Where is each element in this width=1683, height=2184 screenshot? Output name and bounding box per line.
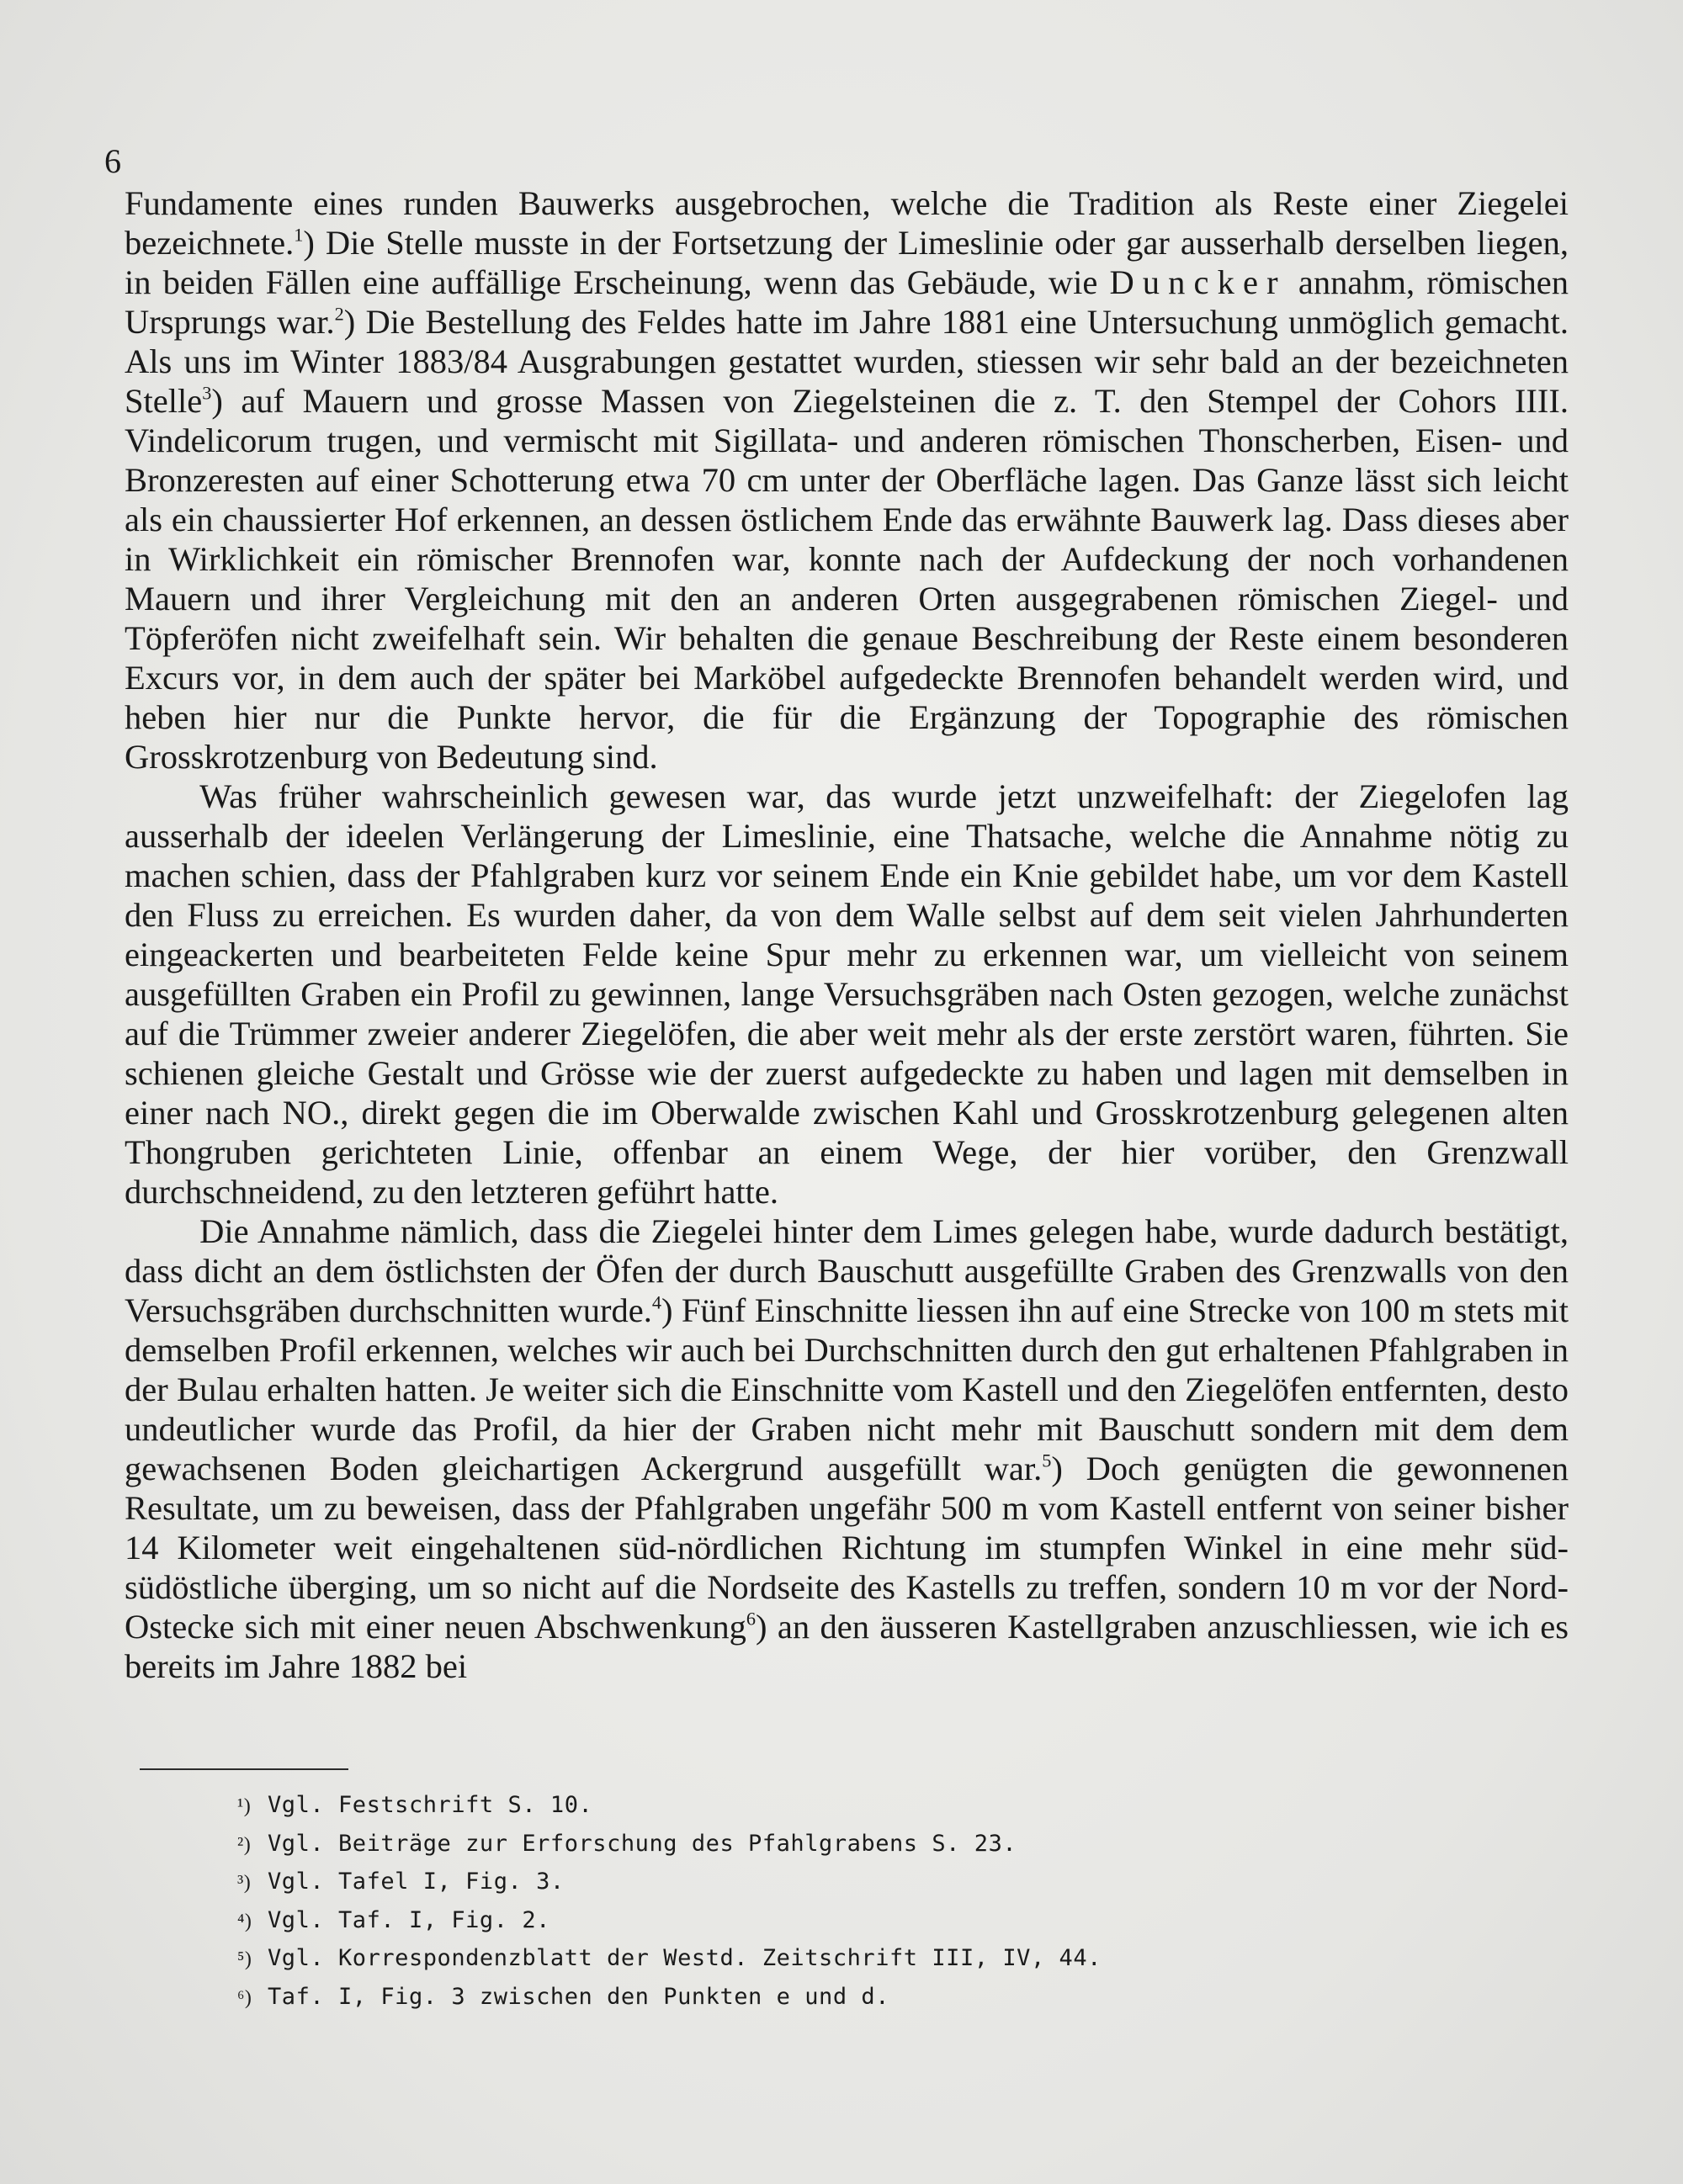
footnote-ref: 2 xyxy=(334,303,344,325)
spaced-name: Duncker xyxy=(1109,263,1287,301)
text-run: ) Die Bestellung des Feldes hatte im Jahre 1881 eine Untersuchung unmöglich gemacht. Als uns im Winter 1883/84 Ausgrabungen gestattet wurden, stiessen wir sehr bald an der bezeichneten Stelle xyxy=(125,303,1569,420)
footnote xyxy=(237,1940,1500,1979)
footnote xyxy=(237,1787,1500,1826)
footnote xyxy=(237,1979,1500,2017)
body-text xyxy=(125,183,1569,1686)
footnote-divider xyxy=(140,1768,348,1770)
paragraph xyxy=(125,1211,1569,1686)
text-run: ) an den äusseren Kastellgraben anzuschliessen, wie ich es bereits im Jahre 1882 bei xyxy=(125,1608,1569,1685)
text-run: Was früher wahrscheinlich gewesen war, das wurde jetzt unzweifelhaft: der Ziegelofen lag ausserhalb der ideelen Verlängerung der Limeslinie, eine Thatsache, welche die Annahme nötig zu machen schien, dass der Pfahlgraben kurz vor seinem Ende ein Knie gebildet habe, um vor dem Kastell den Fluss zu erreichen. Es wurden daher, da von dem Walle selbst auf dem seit vielen Jahrhunderten eingeackerten und bearbeiteten Felde keine Spur mehr zu erkennen war, um vielleicht von seinem ausgefüllten Graben ein Profil zu gewinnen, lange Versuchsgräben nach Osten gezogen, welche zunächst auf die Trümmer zweier anderer Ziegelöfen, die aber weit mehr als der erste zerstört waren, führten. Sie schienen gleiche Gestalt und Grösse wie der zuerst aufgedeckte zu haben und lagen mit demselben in einer nach NO., direkt gegen die im Oberwalde zwischen Kahl und Grosskrotzenburg gelegenen alten Thongruben gerichteten Linie, offenbar an einem Wege, der hier vorüber, den Grenzwall durchschneidend, zu den letzteren geführt hatte. xyxy=(125,777,1569,1211)
text-run: ) Doch genügten die gewonnenen Resultate, um zu beweisen, dass der Pfahlgraben ungefähr 500 m vom Kastell entfernt von seiner bisher 14 Kilometer weit eingehaltenen süd-nördlichen Richtung im stumpfen Winkel in eine mehr süd-südöstliche überging, um so nicht auf die Nordseite des Kastells zu treffen, sondern 10 m vor der Nord-Ostecke sich mit einer neuen Abschwenkung xyxy=(125,1450,1569,1646)
footnote-ref: 1 xyxy=(294,224,304,246)
footnote xyxy=(237,1863,1500,1902)
footnote-mark: ⁴) xyxy=(237,1910,252,1932)
text-run: annahm, römischen Ursprungs war. xyxy=(125,263,1569,341)
footnote-ref: 3 xyxy=(202,382,212,404)
footnote xyxy=(237,1902,1500,1941)
footnote-mark: ³) xyxy=(237,1872,252,1894)
page-number: 6 xyxy=(104,142,121,180)
footnote-text: Vgl. Festschrift S. 10. xyxy=(268,1792,593,1818)
paragraph xyxy=(125,777,1569,1211)
footnote-ref: 4 xyxy=(651,1291,662,1313)
footnote-mark: ⁶) xyxy=(237,1986,252,2009)
footnote-ref: 5 xyxy=(1042,1450,1052,1471)
text-run: ) auf Mauern und grosse Massen von Ziegelsteinen die z. T. den Stempel der Cohors IIII. Vindelicorum trugen, und vermischt mit Sigillata- und anderen römischen Thonscherben, Eisen- und Bronzeresten auf einer Schotterung etwa 70 cm unter der Oberfläche lagen. Das Ganze lässt sich leicht als ein chaussierter Hof erkennen, an dessen östlichem Ende das erwähnte Bauwerk lag. Dass dieses aber in Wirklichkeit ein römischer Brennofen war, konnte nach der Aufdeckung der noch vorhandenen Mauern und ihrer Vergleichung mit den an anderen Orten ausgegrabenen römischen Ziegel- und Töpferöfen nicht zweifelhaft sein. Wir behalten die genaue Beschreibung der Reste einem besonderen Excurs vor, in dem auch der später bei Marköbel aufgedeckte Brennofen behandelt werden wird, und heben hier nur die Punkte hervor, die für die Ergänzung der Topographie des römischen Grosskrotzenburg von Bedeutung sind. xyxy=(125,382,1569,776)
footnote-text: Vgl. Beiträge zur Erforschung des Pfahlgrabens S. 23. xyxy=(268,1830,1017,1857)
text-run: ) Die Stelle musste in der Fortsetzung der Limeslinie oder gar ausserhalb derselben liegen, in beiden Fällen eine auffällige Erscheinung, wenn das Gebäude, wie xyxy=(125,224,1569,301)
footnote xyxy=(237,1826,1500,1864)
footnote-mark: ⁵) xyxy=(237,1948,252,1970)
footnote-text: Vgl. Taf. I, Fig. 2. xyxy=(268,1906,550,1933)
footnotes xyxy=(237,1787,1500,2017)
footnote-mark: ¹) xyxy=(237,1795,252,1817)
footnote-ref: 6 xyxy=(746,1608,757,1630)
footnote-mark: ²) xyxy=(237,1833,252,1856)
footnote-text: Taf. I, Fig. 3 zwischen den Punkten e und d. xyxy=(268,1983,889,2010)
text-run: ) Fünf Einschnitte liessen ihn auf eine Strecke von 100 m stets mit demselben Profil erkennen, welches wir auch bei Durchschnitten durch den gut erhaltenen Pfahlgraben in der Bulau erhalten hatten. Je weiter sich die Einschnitte vom Kastell und den Ziegelöfen entfernten, desto undeutlicher wurde das Profil, da hier der Graben nicht mehr mit Bauschutt sondern mit dem dem gewachsenen Boden gleichartigen Ackergrund ausgefüllt war. xyxy=(125,1291,1569,1487)
footnote-text: Vgl. Tafel I, Fig. 3. xyxy=(268,1869,565,1895)
footnote-text: Vgl. Korrespondenzblatt der Westd. Zeitschrift III, IV, 44. xyxy=(268,1945,1102,1971)
paragraph xyxy=(125,183,1569,777)
text-run: Fundamente eines runden Bauwerks ausgebrochen, welche die Tradition als Reste einer Ziegelei bezeichnete. xyxy=(125,184,1569,262)
text-run: Die Annahme nämlich, dass die Ziegelei hinter dem Limes gelegen habe, wurde dadurch bestätigt, dass dicht an dem östlichsten der Öfen der durch Bauschutt ausgefüllte Graben des Grenzwalls von den Versuchsgräben durchschnitten wurde. xyxy=(125,1212,1569,1329)
